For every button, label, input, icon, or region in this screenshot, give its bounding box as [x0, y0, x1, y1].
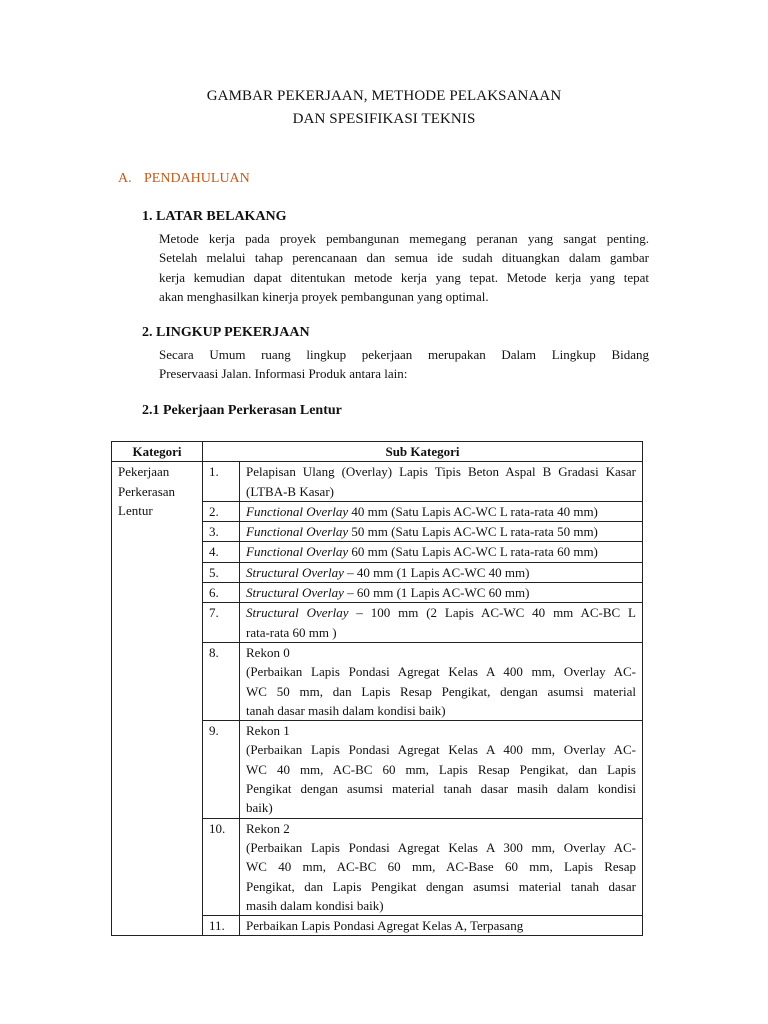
row-description	[240, 642, 643, 720]
latar-belakang-heading: 1. LATAR BELAKANG	[142, 209, 287, 224]
row-number: 7.	[203, 603, 240, 643]
row-text: – 100 mm (2 Lapis AC-WC 40 mm AC-BC L	[348, 605, 637, 621]
row-line	[246, 603, 636, 622]
row-line: 40 mm (Satu Lapis AC-WC L rata-rata 40 mm)	[348, 503, 598, 519]
document-title-line-1: GAMBAR PEKERJAAN, METHODE PELAKSANAAN	[206, 88, 562, 104]
row-italic-term: Structural Overlay	[246, 564, 344, 580]
row-line: Pelapisan Ulang (Overlay) Lapis Tipis Beton Aspal B Gradasi Kasar	[246, 464, 636, 480]
section-label: PENDAHULUAN	[144, 171, 250, 186]
row-number: 4.	[203, 542, 240, 562]
category-line: Perkerasan	[118, 483, 176, 499]
row-line: Perbaikan Lapis Pondasi Agregat Kelas A, Terpasang	[246, 918, 524, 934]
row-description	[240, 542, 643, 562]
section-heading-a	[118, 171, 250, 187]
paragraph-line: Metode kerja pada proyek pembangunan memegang peranan yang sangat penting.	[159, 231, 649, 246]
row-number: 8.	[203, 642, 240, 720]
table-header-row	[112, 442, 643, 462]
row-description	[240, 818, 643, 915]
row-number: 9.	[203, 721, 240, 818]
row-line: rata-rata 60 mm )	[246, 624, 337, 640]
header-sub-kategori: Sub Kategori	[203, 442, 643, 462]
row-line: masih dalam kondisi baik)	[246, 897, 384, 913]
category-line: Pekerjaan	[118, 464, 170, 480]
row-line: – 60 mm (1 Lapis AC-WC 60 mm)	[343, 585, 530, 601]
row-description	[240, 583, 643, 603]
row-line: WC 50 mm, dan Lapis Resap Pengikat, dengan asumsi material	[246, 683, 636, 699]
section-letter: A.	[118, 171, 132, 186]
row-number: 2.	[203, 501, 240, 521]
header-kategori: Kategori	[112, 442, 203, 462]
row-description	[240, 501, 643, 521]
row-description	[240, 562, 643, 582]
row-number: 1.	[203, 462, 240, 502]
row-description	[240, 462, 643, 502]
row-description	[240, 916, 643, 936]
row-number: 5.	[203, 562, 240, 582]
paragraph-line: kerja kemudian dapat ditentukan metode kerja yang tepat. Metode kerja yang tepat	[159, 269, 649, 285]
row-line: (Perbaikan Lapis Pondasi Agregat Kelas A 400 mm, Overlay AC-	[246, 742, 636, 758]
row-line: Pengikat, dan Lapis Pengikat dengan asumsi material tanah dasar	[246, 878, 636, 894]
row-line: 60 mm (Satu Lapis AC-WC L rata-rata 60 mm)	[348, 544, 598, 560]
row-line: WC 40 mm, AC-BC 60 mm, Lapis Resap Pengikat, dan Lapis	[246, 761, 636, 777]
row-italic-term: Functional Overlay	[246, 544, 349, 560]
row-line: (LTBA-B Kasar)	[246, 483, 334, 499]
row-line: baik)	[246, 800, 273, 816]
row-line: Rekon 2	[246, 820, 290, 836]
row-italic-term: Functional Overlay	[246, 503, 349, 519]
row-number: 11.	[203, 916, 240, 936]
row-line: Rekon 1	[246, 723, 290, 739]
row-number: 6.	[203, 583, 240, 603]
row-italic-term: Structural Overlay	[246, 605, 349, 621]
row-line: – 40 mm (1 Lapis AC-WC 40 mm)	[343, 564, 530, 580]
lingkup-pekerjaan-paragraph	[159, 345, 649, 384]
spec-table	[111, 441, 643, 936]
row-line: WC 40 mm, AC-BC 60 mm, AC-Base 60 mm, Lapis Resap	[246, 859, 636, 875]
row-number: 3.	[203, 522, 240, 542]
row-line: tanah dasar masih dalam kondisi baik)	[246, 702, 446, 718]
subsection-heading: 2.1 Pekerjaan Perkerasan Lentur	[142, 403, 342, 418]
paragraph-line: Secara Umum ruang lingkup pekerjaan merupakan Dalam Lingkup Bidang	[159, 347, 649, 362]
paragraph-line: akan menghasilkan kinerja proyek pembangunan yang optimal.	[159, 288, 489, 304]
row-italic-term: Functional Overlay	[246, 524, 349, 540]
category-cell	[112, 462, 203, 936]
paragraph-line: Setelah melalui tahap perencanaan dan semua ide sudah dituangkan dalam gambar	[159, 250, 649, 266]
row-description	[240, 721, 643, 818]
row-number: 10.	[203, 818, 240, 915]
table-row	[112, 462, 643, 502]
document-title-line-2: DAN SPESIFIKASI TEKNIS	[292, 111, 476, 127]
category-line: Lentur	[118, 502, 153, 518]
row-line: 50 mm (Satu Lapis AC-WC L rata-rata 50 mm)	[348, 524, 598, 540]
row-description	[240, 603, 643, 643]
latar-belakang-paragraph	[159, 229, 649, 306]
lingkup-pekerjaan-heading: 2. LINGKUP PEKERJAAN	[142, 325, 310, 340]
row-line: (Perbaikan Lapis Pondasi Agregat Kelas A 400 mm, Overlay AC-	[246, 664, 636, 680]
row-line: Pengikat dengan asumsi material tanah dasar masih dalam kondisi	[246, 781, 636, 797]
row-italic-term: Structural Overlay	[246, 585, 344, 601]
row-description	[240, 522, 643, 542]
row-line: Rekon 0	[246, 644, 290, 660]
row-line: (Perbaikan Lapis Pondasi Agregat Kelas A 300 mm, Overlay AC-	[246, 839, 636, 855]
paragraph-line: Preservaasi Jalan. Informasi Produk antara lain:	[159, 366, 408, 382]
